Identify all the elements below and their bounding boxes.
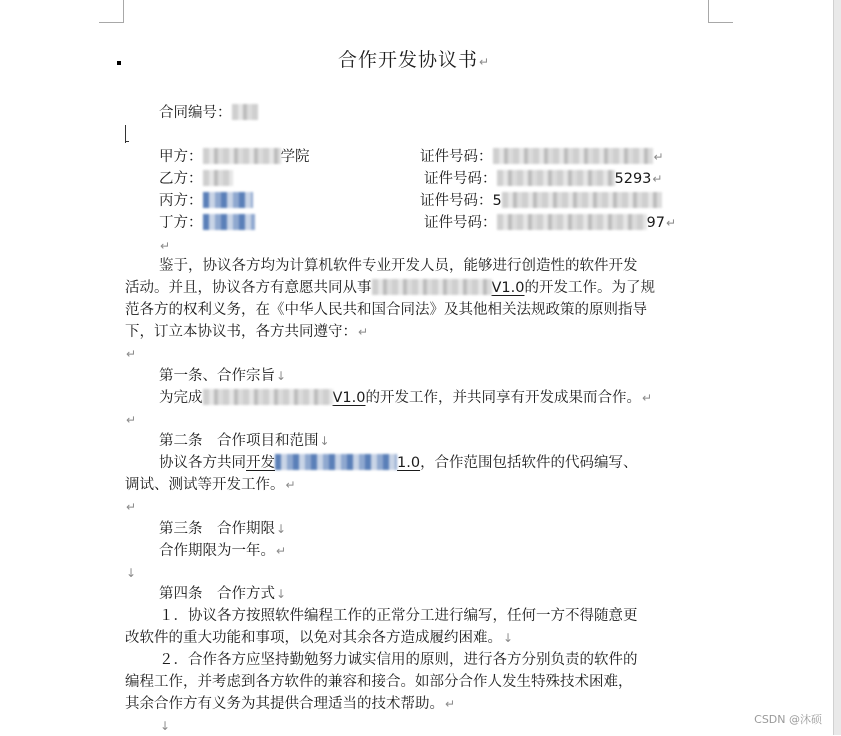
party-d: 丁方：	[159, 213, 255, 233]
article-1-body: 为完成 V1.0的开发工作，并共同享有开发成果而合作。↵	[159, 390, 653, 406]
article-3-heading: 第三条 合作期限↓	[159, 521, 287, 537]
paragraph-bullet	[117, 61, 121, 65]
article-4-item-1-line-1: １．协议各方按照软件编程工作的正常分工进行编写，任何一方不得随意更	[159, 608, 638, 624]
party-b: 乙方：	[159, 169, 233, 189]
preamble-line-3: 范各方的权利义务，在《中华人民共和国合同法》及其他相关法规政策的原则指导	[125, 302, 647, 318]
article-1-heading: 第一条、合作宗旨↓	[159, 368, 287, 384]
article-3-body: 合作期限为一年。↵	[159, 543, 287, 559]
vertical-scrollbar[interactable]	[833, 0, 841, 735]
preamble-line-2: 活动。并且，协议各方有意愿共同从事 V1.0的开发工作。为了规	[125, 280, 655, 296]
document-page: 合作开发协议书↵ 合同编号： 甲方： 学院 证件号码： ↵ 乙方： 证件号码： 5293↵ 丙方： 证件号码：5 丁方： 证件号码： 97↵ ↵ 鉴于，协议各方均为计算机软件专业开发人员，能够进行创造性的软件开发 活动。并且，协议各方有意愿共同从事 V1.0的开发工作。为了规 范各方的权利义务，在《中华人民共和国合同法》及其他相关法规政策的原则指导 下，订立本协议书，各方共同遵守：↵ ↵ 第一条、合作宗旨↓ 为完成 V1.0的开发工作，并共同享有开发成果而合作。↵ ↵ 第二条 合作项目和范围↓ 协议各方共同开发 1.0，合作范围包括软件的代码编写、 调试、测试等开发工作。↵ ↵ 第三条 合作期限↓ 合作期限为一年。↵ ↓ 第四条 合作方式↓ １．协议各方按照软件编程工作的正常分工进行编写，任何一方不得随意更 改软件的重大功能和事项，以免对其余各方造成履约困难。↓ ２．合作各方应坚持勤勉努力诚实信用的原则，进行各方分别负责的软件的 编程工作，并考虑到各方软件的兼容和接合。如部分合作人发生特殊技术困难， 其余合作方有义务为其提供合理适当的技术帮助。↵ ↓ CSDN @沐硕	[0, 0, 834, 735]
article-4-item-2-line-3: 其余合作方有义务为其提供合理适当的技术帮助。↵	[125, 696, 456, 712]
party-a-id: 证件号码： ↵	[420, 149, 664, 165]
article-2-heading: 第二条 合作项目和范围↓	[159, 433, 330, 449]
contract-number: 合同编号：	[159, 103, 258, 123]
party-c-id: 证件号码：5	[420, 191, 662, 211]
article-4-item-2-line-1: ２．合作各方应坚持勤勉努力诚实信用的原则，进行各方分别负责的软件的	[159, 652, 638, 668]
margin-corner-left	[99, 0, 124, 23]
document-title: 合作开发协议书↵	[338, 49, 491, 71]
preamble-line-1: 鉴于，协议各方均为计算机软件专业开发人员，能够进行创造性的软件开发	[159, 258, 638, 274]
article-4-heading: 第四条 合作方式↓	[159, 586, 287, 602]
party-c: 丙方：	[159, 191, 253, 211]
party-b-id: 证件号码： 5293↵	[424, 171, 663, 187]
watermark: CSDN @沐硕	[754, 713, 822, 726]
article-4-item-2-line-2: 编程工作，并考虑到各方软件的兼容和接合。如部分合作人发生特殊技术困难，	[125, 674, 633, 690]
article-4-item-1-line-2: 改软件的重大功能和事项，以免对其余各方造成履约困难。↓	[125, 630, 514, 646]
party-d-id: 证件号码： 97↵	[424, 215, 677, 231]
article-2-body-line-2: 调试、测试等开发工作。↵	[125, 477, 296, 493]
preamble-line-4: 下，订立本协议书，各方共同遵守：↵	[125, 324, 369, 340]
article-2-body: 协议各方共同开发 1.0，合作范围包括软件的代码编写、	[159, 455, 638, 471]
margin-corner-right	[708, 0, 733, 23]
party-a: 甲方： 学院	[159, 149, 310, 165]
